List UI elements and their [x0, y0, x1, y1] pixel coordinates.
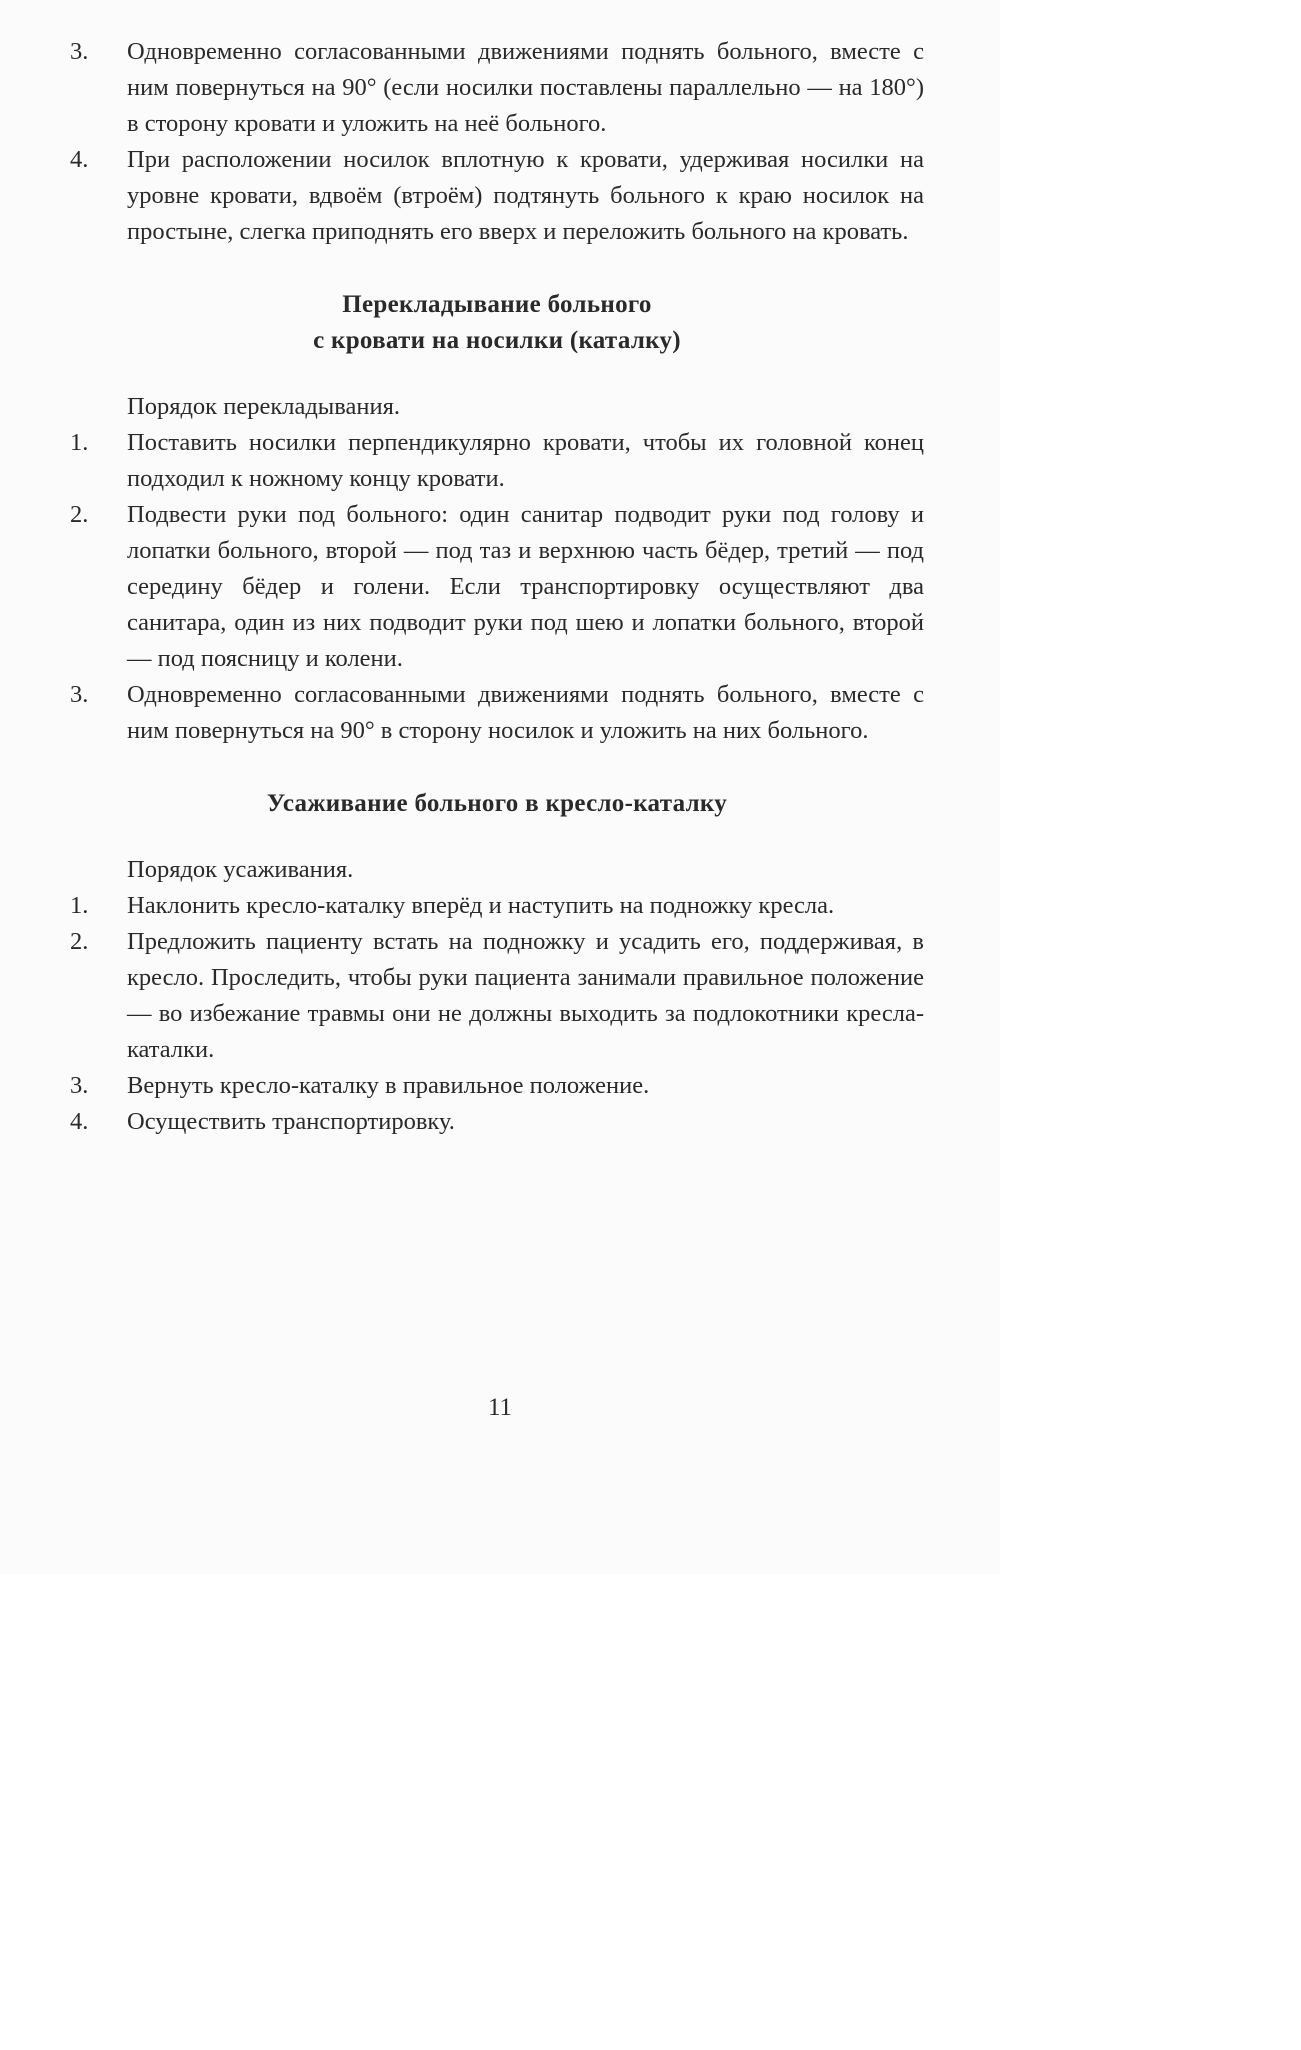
list-item-number: 3. [70, 681, 89, 708]
list-item-text: Вернуть кресло-каталку в правильное положение. [127, 1072, 650, 1099]
list-item [70, 677, 924, 749]
list-item-text: Поставить носилки перпендикулярно кровати, чтобы их головной конец подходил к ножному концу кровати. [127, 429, 924, 492]
list-item-text: Осуществить транспортировку. [127, 1108, 455, 1135]
list-item [70, 1104, 924, 1140]
list-item-number: 3. [70, 1072, 89, 1099]
list-item-number: 2. [70, 928, 89, 955]
list-item [70, 924, 924, 1068]
list-item-number: 4. [70, 146, 89, 173]
list-item-text: При расположении носилок вплотную к кровати, удерживая носилки на уровне кровати, вдвоём (втроём) подтянуть больного к краю носилок на простыне, слегка приподнять его вверх и переложить больного на кровать. [127, 146, 924, 245]
list-item-number: 1. [70, 892, 89, 919]
section-intro: Порядок усаживания. [127, 856, 354, 883]
page-content [70, 34, 924, 1140]
list-item-number: 4. [70, 1108, 89, 1135]
list-item [70, 425, 924, 497]
list-item-number: 1. [70, 429, 89, 456]
list-item [70, 34, 924, 142]
list-item [70, 888, 924, 924]
list-item [70, 497, 924, 677]
section-heading: Усаживание больного в кресло-каталку [266, 790, 728, 817]
continued-list [70, 34, 924, 250]
list-item-text: Наклонить кресло-каталку вперёд и наступить на подножку кресла. [127, 892, 835, 919]
list-item-text: Подвести руки под больного: один санитар подводит руки под голову и лопатки больного, второй — под таз и верхнюю часть бёдер, третий — под середину бёдер и голени. Если транспортировку осуществляют два санитара, один из них подводит руки под шею и лопатки больного, второй — под поясницу и колени. [127, 501, 924, 672]
list-item-text: Предложить пациенту встать на подножку и усадить его, поддерживая, в кресло. Проследить, чтобы руки пациента занимали правильное положение — во избежание травмы они не должны выходить за подлокотники кресла-каталки. [127, 928, 924, 1063]
section-heading [70, 287, 924, 359]
list-item-number: 2. [70, 501, 89, 528]
list-item-text: Одновременно согласованными движениями поднять больного, вместе с ним повернуться на 90° (если носилки поставлены параллельно — на 180°) в сторону кровати и уложить на неё больного. [127, 38, 924, 137]
section-wheelchair-seating [70, 786, 924, 1140]
section-intro: Порядок перекладывания. [127, 393, 400, 420]
list-item-number: 3. [70, 38, 89, 65]
page-number: 11 [487, 1394, 513, 1421]
list-item [70, 1068, 924, 1104]
section-heading-line: Перекладывание больного [342, 291, 652, 318]
section-heading-line: с кровати на носилки (каталку) [313, 327, 681, 354]
section-bed-to-stretcher [70, 287, 924, 749]
list-item [70, 142, 924, 250]
list-item-text: Одновременно согласованными движениями поднять больного, вместе с ним повернуться на 90° в сторону носилок и уложить на них больного. [127, 681, 924, 744]
